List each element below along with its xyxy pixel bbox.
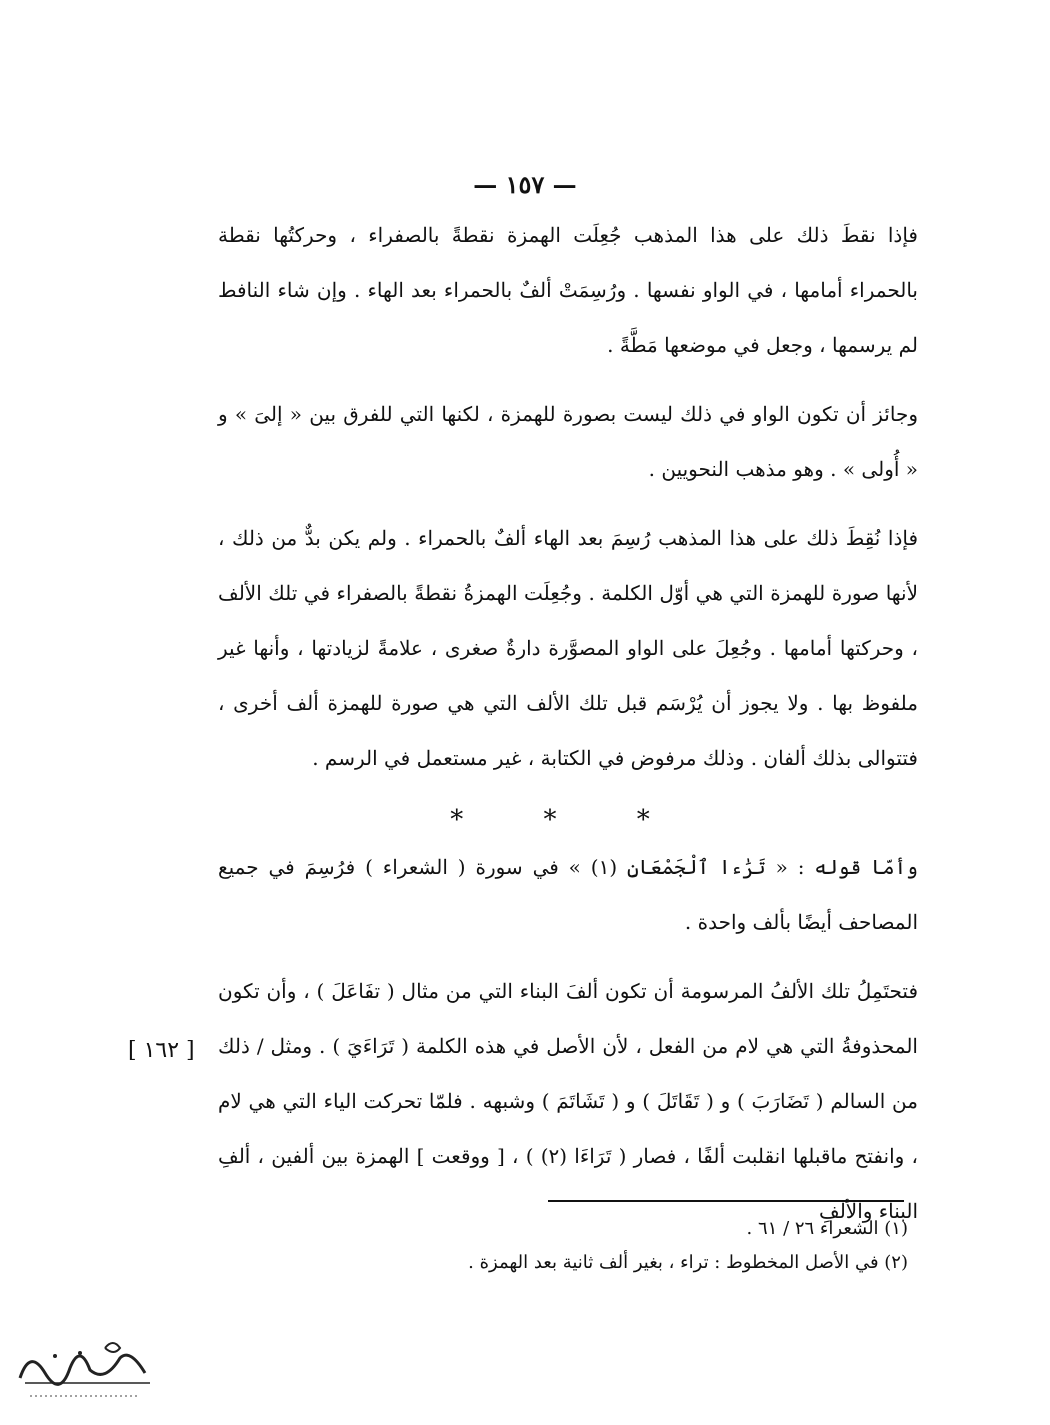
- main-text: [218, 208, 918, 1253]
- margin-reference: [ ١٦٢ ]: [128, 1038, 195, 1063]
- library-stamp-logo: [10, 1328, 160, 1408]
- paragraph: وجائز أن تكون الواو في ذلك ليست بصورة للهمزة ، لكنها التي للفرق بين « إلىَ » و « أُولى » . وهو مذهب النحويين .: [218, 402, 918, 481]
- page-number: — ١٥٧ —: [473, 170, 577, 199]
- paragraph: فتحتَمِلُ تلك الألفُ المرسومة أن تكون ألفَ البناء التي من مثال ( تفَاعَلَ ) ، وأن تكون المحذوفةُ التي هي لام من الفعل ، لأن الأصل في هذه الكلمة ( تَرَاءَيَ ) . ومثل / ذلك من السالم ( تَضَارَبَ ) و ( تَقَاتَلَ ) و ( تَشَاتَمَ ) وشبهه . فلمّا تحركت الياء التي هي لام ، وانفتح ماقبلها انقلبت ألفًا ، فصار ( تَرَاءَا (٢) ) ، [ ووقعت ] الهمزة بين ألفين ، ألفِ البناء والألفِ: [218, 979, 918, 1223]
- section-separator: * * *: [450, 805, 686, 835]
- footnotes: [318, 1212, 908, 1280]
- paragraph: فإذا نقطَ ذلك على هذا المذهب جُعِلَت الهمزة نقطةً بالصفراء ، وحركتُها نقطة بالحمراء أمامها ، في الواو نفسها . ورُسِمَتْ ألفٌ بالحمراء بعد الهاء . وإن شاء النافط لم يرسمها ، وجعل في موضعها مَطَّةً .: [218, 223, 918, 357]
- footnote: (١) الشعراء ٢٦ / ٦١ .: [746, 1218, 908, 1239]
- footnote: (٢) في الأصل المخطوط : تراء ، بغير ألف ثانية بعد الهمزة .: [468, 1252, 908, 1273]
- footnote-divider: [548, 1200, 904, 1202]
- paragraph: وأمّا قوله : « تَرَٰءا ٱلْجَمْعَانِ (١) » في سورة ( الشعراء ) فرُسِمَ في جميع المصاحف أيضًا بألف واحدة .: [218, 855, 918, 934]
- paragraph: فإذا نُقِطَ ذلك على هذا المذهب رُسِمَ بعد الهاء ألفٌ بالحمراء . ولم يكن بدٌّ من ذلك ، لأنها صورة للهمزة التي هي أوّل الكلمة . وجُعِلَت الهمزةُ نقطةً بالصفراء في تلك الألف ، وحركتها أمامها . وجُعِلَ على الواو المصوَّرة دارةٌ صغرى ، علامةً لزيادتها ، وأنها غير ملفوظ بها . ولا يجوز أن يُرْسَم قبل تلك الألف التي هي صورة للهمزة ألف أخرى ، فتتوالى بذلك ألفان . وذلك مرفوض في الكتابة ، غير مستعمل في الرسم .: [218, 526, 919, 770]
